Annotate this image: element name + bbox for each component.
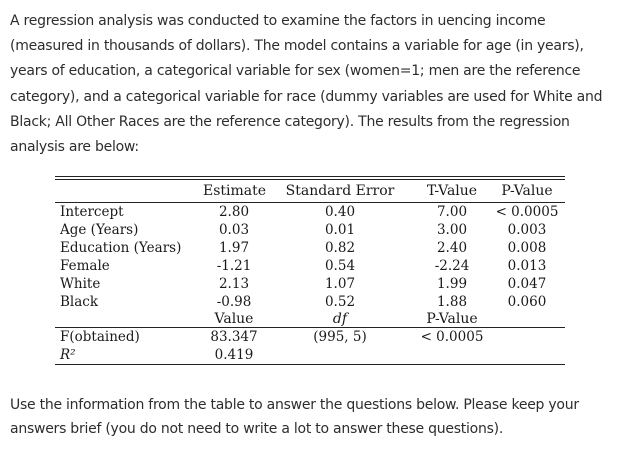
header-estimate: Estimate [203,183,267,199]
cell-p-value: 0.013 [507,258,547,274]
cell-standard-error: 1.07 [324,276,356,292]
cell-t-value: 1.88 [436,294,468,310]
header-standard-error: Standard Error [285,183,395,199]
table-row [55,203,565,221]
cell-t-value: 3.00 [436,222,468,238]
row-label: Intercept [60,204,124,220]
model-cell-value: 0.419 [214,347,254,363]
cell-p-value: 0.003 [507,222,547,238]
header-t-value: T-Value [426,183,478,199]
cell-standard-error: 0.40 [324,204,356,220]
table-header-row [55,180,565,202]
question-outro-text: Use the information from the table to answer the questions below. Please keep your answers brief (you do not need to write a lot to answer these questions). [10,397,579,437]
model-cell-df: (995, 5) [313,329,367,345]
cell-standard-error: 0.54 [324,258,356,274]
cell-p-value: 0.060 [507,294,547,310]
table-row [55,257,565,275]
cell-estimate: 0.03 [218,222,250,238]
model-header-value: Value [214,311,254,327]
cell-t-value: 1.99 [436,276,468,292]
header-p-value: P-Value [501,183,553,199]
cell-p-value: 0.047 [507,276,547,292]
cell-standard-error: 0.52 [324,294,356,310]
cell-estimate: 1.97 [218,240,250,256]
cell-p-value: 0.008 [507,240,547,256]
table-row [55,221,565,239]
row-label: Education (Years) [60,240,182,256]
model-cell-value: 83.347 [210,329,258,345]
model-row-label: R² [60,347,76,363]
cell-estimate: -0.98 [216,294,252,310]
row-label: White [60,276,101,292]
table-top-rule [55,176,565,177]
cell-p-value: < 0.0005 [495,204,559,220]
cell-estimate: 2.13 [218,276,250,292]
cell-standard-error: 0.82 [324,240,356,256]
row-label: Age (Years) [60,222,139,238]
model-row-label: F(obtained) [60,329,140,345]
question-intro-text: A regression analysis was conducted to examine the factors in uencing income (measured in thousands of dollars). The model contains a variable for age (in years), years of education, a categorical variable for sex (women=1; men are the reference category), and a categorical variable for race (dummy variables are used for White and Black; All Other Races are the reference category). The results from the regression analysis are below: [10,13,603,156]
model-row [55,328,565,346]
model-header-row [55,311,565,327]
cell-estimate: -1.21 [216,258,252,274]
cell-t-value: 2.40 [436,240,468,256]
cell-standard-error: 0.01 [324,222,356,238]
cell-t-value: 7.00 [436,204,468,220]
cell-t-value: -2.24 [434,258,470,274]
table-row [55,239,565,257]
model-cell-p-value: < 0.0005 [420,329,484,345]
cell-estimate: 2.80 [218,204,250,220]
table-row [55,293,565,311]
regression-table [55,176,565,365]
table-row [55,275,565,293]
model-row [55,346,565,364]
row-label: Female [60,258,110,274]
model-header-df: df [332,311,348,327]
row-label: Black [60,294,99,310]
model-header-p-value: P-Value [426,311,478,327]
table-bottom-rule [55,364,565,365]
